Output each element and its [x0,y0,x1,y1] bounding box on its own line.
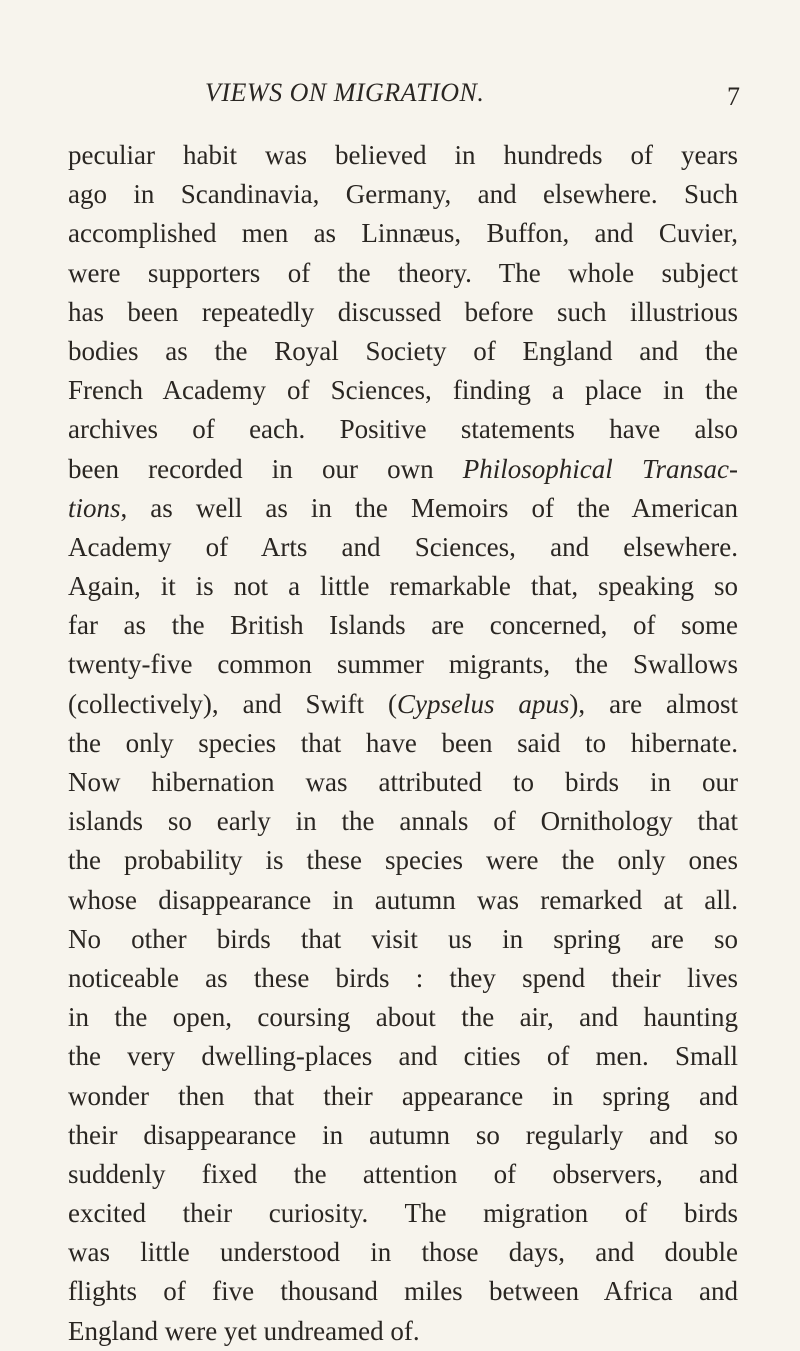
text-line: was little understood in those days, and double [68,1237,738,1268]
text-line: England were yet undreamed of. [68,1315,420,1346]
page-number: 7 [727,82,740,111]
text-line: Again, it is not a little remarkable that, speaking so [68,571,738,602]
text-line: been recorded in our own Philosophical Transac- [68,453,738,484]
text-line: French Academy of Sciences, finding a place in the [68,375,738,406]
text-line: Now hibernation was attributed to birds in our [68,767,738,797]
text-line: the probability is these species were the only ones [68,845,738,876]
text-line: islands so early in the annals of Ornithology that [68,806,738,837]
text-line: twenty-five common summer migrants, the Swallows [68,649,738,680]
text-line: has been repeatedly discussed before such illustrious [68,296,738,327]
text-line: in the open, coursing about the air, and haunting [68,1002,738,1033]
text-line: accomplished men as Linnæus, Buffon, and Cuvier, [68,218,738,249]
text-line: noticeable as these birds : they spend their lives [68,962,738,993]
text-line: their disappearance in autumn so regularly and so [68,1119,738,1150]
text-line: the very dwelling-places and cities of men. Small [68,1041,738,1072]
text-line: far as the British Islands are concerned, of some [68,610,738,641]
italic-title: tions [68,492,121,523]
body-text [68,136,738,1351]
text-line: No other birds that visit us in spring are so [68,923,738,954]
text-line: wonder then that their appearance in spring and [68,1080,738,1111]
text-line: tions, as well as in the Memoirs of the American [68,492,738,523]
text-line: archives of each. Positive statements have also [68,414,738,445]
text-line: excited their curiosity. The migration of birds [68,1198,738,1229]
text-line: the only species that have been said to hibernate. [68,727,738,758]
species-name: Cypselus apus [396,688,570,719]
text-line: flights of five thousand miles between Africa and [68,1276,738,1307]
text-line: Academy of Arts and Sciences, and elsewhere. [68,531,738,562]
text-line: suddenly fixed the attention of observers, and [68,1158,738,1189]
text-line: whose disappearance in autumn was remarked at all. [68,884,738,915]
running-title: VIEWS ON MIGRATION. [205,78,485,107]
text-line: ago in Scandinavia, Germany, and elsewhere. Such [68,179,738,210]
text-line: peculiar habit was believed in hundreds of years [68,140,738,170]
text-line: were supporters of the theory. The whole subject [68,257,738,288]
italic-title: Philosophical Transac- [462,453,738,484]
text-line: (collectively), and Swift (Cypselus apus), are almost [68,688,738,719]
text-line: bodies as the Royal Society of England and the [68,335,738,366]
